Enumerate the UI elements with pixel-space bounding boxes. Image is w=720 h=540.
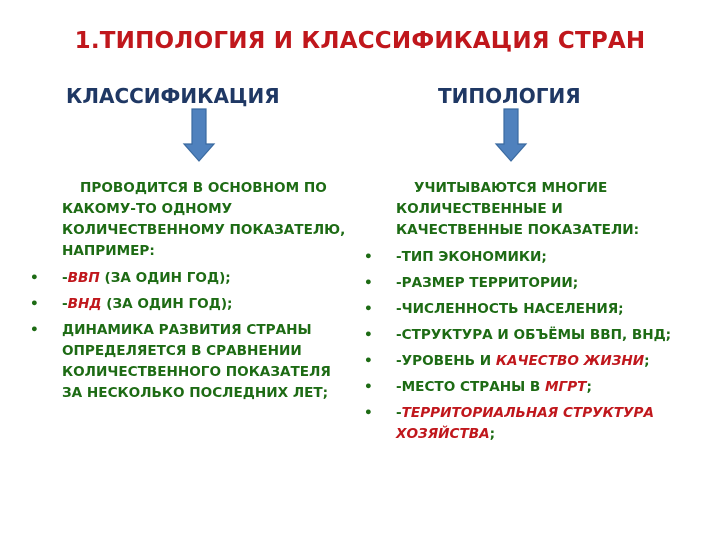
arrow-down-icon xyxy=(494,108,528,162)
list-item: • -ТЕРРИТОРИАЛЬНАЯ СТРУКТУРА ХОЗЯЙСТВА; xyxy=(364,405,654,442)
list-item: • -УРОВЕНЬ И КАЧЕСТВО ЖИЗНИ; xyxy=(364,353,650,369)
list-item: • ДИНАМИКА РАЗВИТИЯ СТРАНЫ ОПРЕДЕЛЯЕТСЯ В СРАВНЕНИИ КОЛИЧЕСТВЕННОГО ПОКАЗАТЕЛЯ ЗА НЕСКОЛЬКО ПОСЛЕДНИХ ЛЕТ; xyxy=(30,322,331,401)
classification-column xyxy=(30,178,348,409)
list-item: • -МЕСТО СТРАНЫ В МГРТ; xyxy=(364,379,592,395)
list-item: • -ТИП ЭКОНОМИКИ; xyxy=(364,249,547,265)
classification-list xyxy=(30,268,348,404)
typology-column xyxy=(364,178,690,450)
arrow-down-icon xyxy=(182,108,216,162)
slide-title: 1.ТИПОЛОГИЯ И КЛАССИФИКАЦИЯ СТРАН xyxy=(74,28,646,54)
list-item: • -СТРУКТУРА И ОБЪЁМЫ ВВП, ВНД; xyxy=(364,327,672,343)
list-item: • -ВНД (ЗА ОДИН ГОД); xyxy=(30,296,233,312)
list-item: • -РАЗМЕР ТЕРРИТОРИИ; xyxy=(364,275,579,291)
list-item: • -ЧИСЛЕННОСТЬ НАСЕЛЕНИЯ; xyxy=(364,301,624,317)
classification-intro: ПРОВОДИТСЯ В ОСНОВНОМ ПО КАКОМУ-ТО ОДНОМУ КОЛИЧЕСТВЕННОМУ ПОКАЗАТЕЛЮ, НАПРИМЕР: xyxy=(62,180,346,259)
classification-heading: КЛАССИФИКАЦИЯ xyxy=(66,84,280,108)
typology-list xyxy=(364,247,690,445)
list-item: • -ВВП (ЗА ОДИН ГОД); xyxy=(30,270,231,286)
typology-heading: ТИПОЛОГИЯ xyxy=(438,84,581,108)
typology-intro: УЧИТЫВАЮТСЯ МНОГИЕ КОЛИЧЕСТВЕННЫЕ И КАЧЕСТВЕННЫЕ ПОКАЗАТЕЛИ: xyxy=(396,180,640,238)
